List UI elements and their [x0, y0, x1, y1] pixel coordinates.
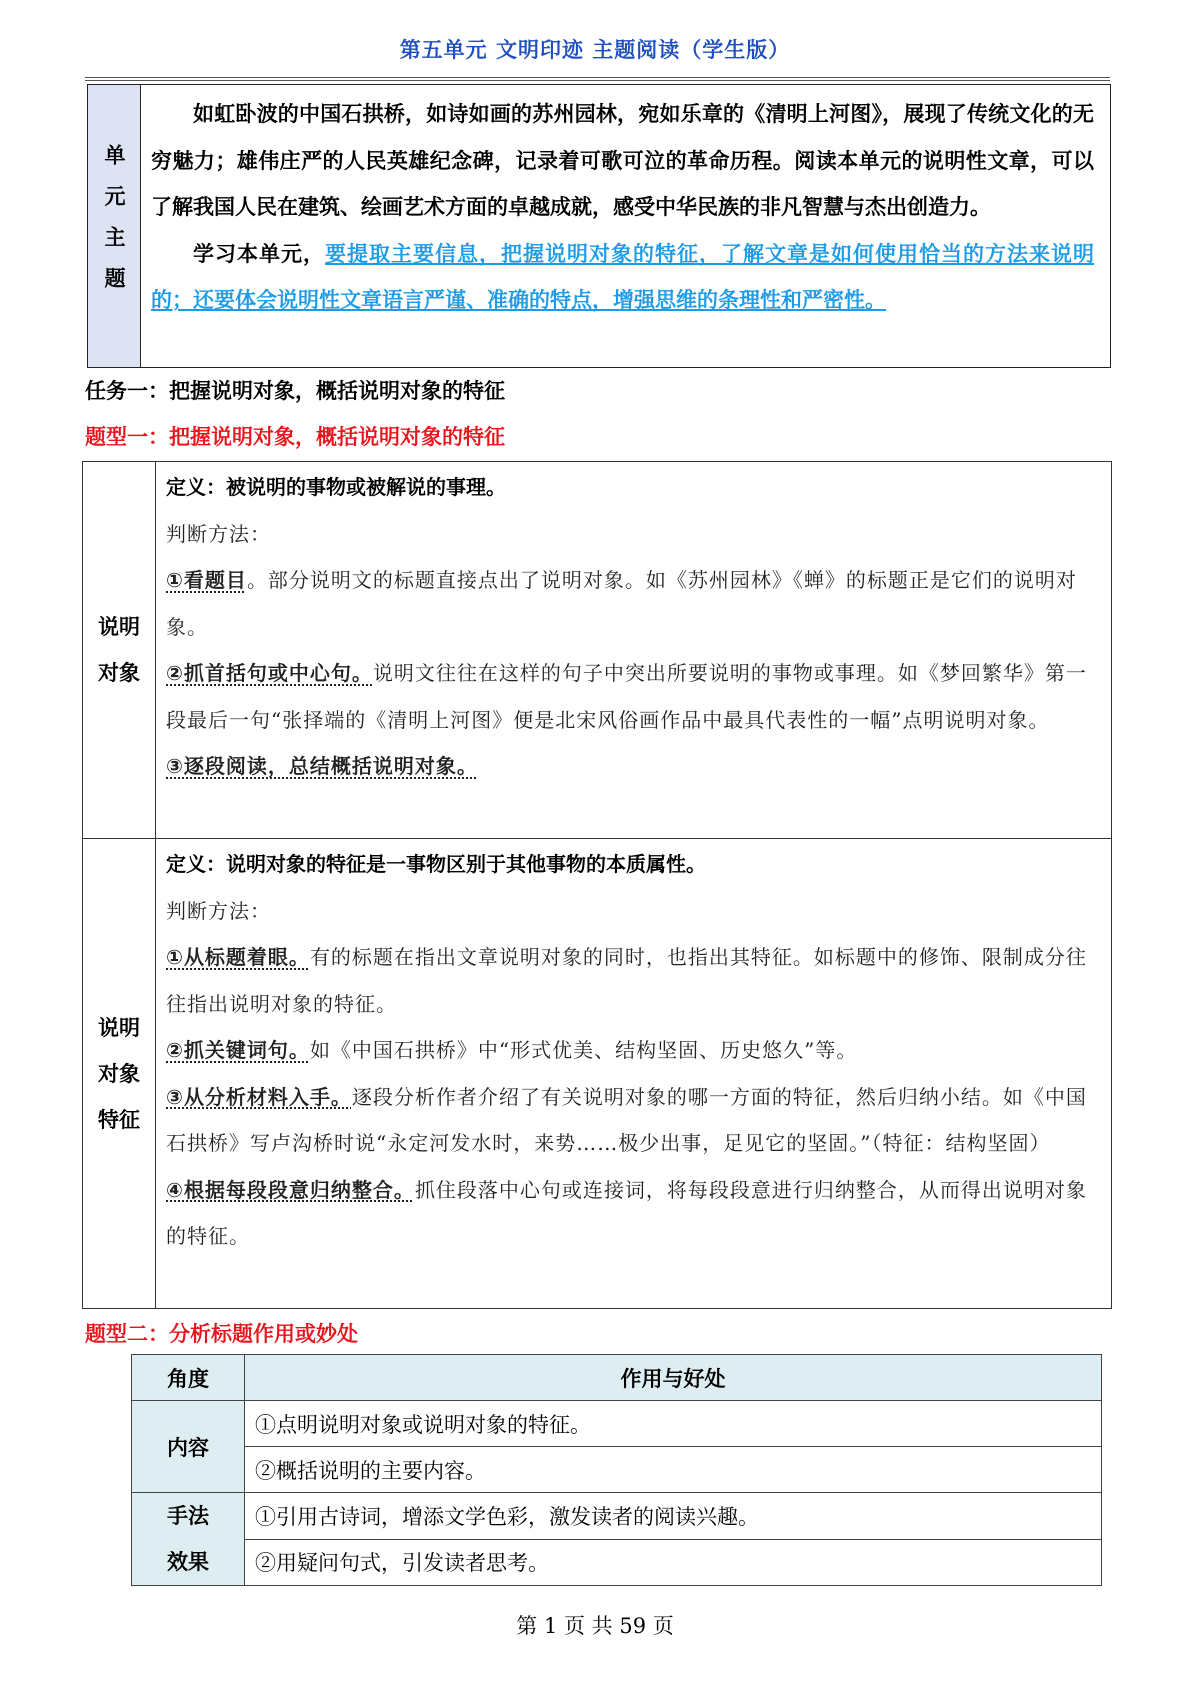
object-label — [83, 462, 156, 838]
explanation-table — [82, 461, 1112, 1309]
table-cell: ②概括说明的主要内容。 — [245, 1447, 1102, 1493]
column-header-effect: 作用与好处 — [245, 1355, 1102, 1401]
unit-theme-paragraph-2 — [151, 231, 1094, 324]
feature-definition: 定义：说明对象的特征是一事物区别于其他事物的本质属性。 — [166, 852, 706, 876]
task-heading: 任务一：把握说明对象，概括说明对象的特征 — [85, 379, 505, 403]
row-label-method-line-2: 效果 — [167, 1550, 209, 1574]
feature-label-line-3: 特征 — [98, 1107, 140, 1132]
row-label-method-line-1: 手法 — [167, 1504, 209, 1528]
unit-theme-label-cell — [88, 85, 141, 367]
feature-method-4 — [166, 1167, 1101, 1260]
unit-theme-highlight: 要提取主要信息，把握说明对象的特征，了解文章是如何使用恰当的方法来说明的；还要体会说明性文章语言严谨、准确的特点，增强思维的条理性和严密性。 — [151, 240, 1094, 312]
row-label-content: 内容 — [132, 1401, 245, 1493]
feature-method-3-keyword: ③从分析材料入手。 — [166, 1084, 352, 1109]
object-body — [156, 462, 1111, 838]
page-footer: 第 1 页 共 59 页 — [516, 1614, 674, 1638]
feature-method-2-text: 如《中国石拱桥》中“形式优美、结构坚固、历史悠久”等。 — [309, 1038, 858, 1062]
feature-method-2 — [166, 1027, 1101, 1074]
object-method-1-keyword: ①看题目 — [166, 568, 247, 592]
feature-method-2-keyword: ②抓关键词句。 — [166, 1038, 310, 1062]
object-method-title: 判断方法： — [166, 521, 271, 546]
feature-method-4-keyword: ④根据每段段意归纳整合。 — [166, 1177, 415, 1202]
table-cell: ②用疑问句式，引发读者思考。 — [245, 1539, 1102, 1586]
feature-method-title: 判断方法： — [166, 898, 271, 923]
feature-method-1 — [166, 934, 1101, 1027]
feature-label-line-1: 说明 — [98, 1015, 140, 1040]
unit-theme-lead: 学习本单元， — [193, 241, 325, 266]
feature-method-1-text: 有的标题在指出文章说明对象的同时，也指出其特征。如标题中的修饰、限制成分往往指出说明对象的特征。 — [166, 945, 1087, 1016]
row-label-method — [132, 1493, 245, 1586]
column-header-angle: 角度 — [132, 1355, 245, 1401]
object-method-1-text: 。部分说明文的标题直接点出了说明对象。如《苏州园林》《蝉》的标题正是它们的说明对象。 — [166, 568, 1077, 639]
header-rule-double — [85, 80, 1110, 81]
object-label-line-1: 说明 — [98, 615, 140, 639]
feature-method-4-text: 抓住段落中心句或连接词，将每段段意进行归纳整合，从而得出说明对象的特征。 — [166, 1177, 1087, 1248]
object-method-3 — [166, 743, 1101, 790]
title-function-table — [131, 1354, 1102, 1586]
object-method-2-text: 说明文往往在这样的句子中突出所要说明的事物或事理。如《梦回繁华》第一段最后一句“张择端的《清明上河图》便是北宋风俗画作品中最具代表性的一幅”点明说明对象。 — [166, 661, 1087, 732]
unit-theme-box — [87, 84, 1111, 368]
feature-method-3 — [166, 1074, 1101, 1167]
table-row — [132, 1539, 1102, 1586]
type-1-heading: 题型一：把握说明对象，概括说明对象的特征 — [85, 425, 505, 449]
feature-label-line-2: 对象 — [98, 1061, 140, 1086]
feature-label — [83, 839, 156, 1308]
feature-body — [156, 839, 1111, 1308]
table-cell: ①点明说明对象或说明对象的特征。 — [245, 1401, 1102, 1447]
object-method-2-keyword: ②抓首括句或中心句。 — [166, 661, 373, 685]
header-rule — [85, 77, 1110, 78]
table-row — [132, 1447, 1102, 1493]
type-2-heading: 题型二：分析标题作用或妙处 — [85, 1322, 358, 1346]
object-method-2 — [166, 650, 1101, 743]
object-row — [83, 462, 1111, 839]
object-method-1 — [166, 557, 1101, 650]
feature-row — [83, 839, 1111, 1308]
unit-theme-paragraph-1: 如虹卧波的中国石拱桥，如诗如画的苏州园林，宛如乐章的《清明上河图》，展现了传统文化的无穷魅力；雄伟庄严的人民英雄纪念碑，记录着可歌可泣的革命历程。阅读本单元的说明性文章，可以了解我国人民在建筑、绘画艺术方面的卓越成就，感受中华民族的非凡智慧与杰出创造力。 — [151, 102, 1094, 219]
unit-theme-label: 单元主题 — [102, 144, 126, 308]
object-method-3-keyword: ③逐段阅读，总结概括说明对象。 — [166, 754, 478, 778]
table-cell: ①引用古诗词，增添文学色彩，激发读者的阅读兴趣。 — [245, 1493, 1102, 1540]
object-definition: 定义：被说明的事物或被解说的事理。 — [166, 475, 506, 499]
unit-theme-text — [141, 85, 1110, 367]
page-title: 第五单元 文明印迹 主题阅读（学生版） — [399, 38, 791, 62]
table-row — [132, 1401, 1102, 1447]
table-header-row — [132, 1355, 1102, 1401]
object-label-line-2: 对象 — [98, 661, 140, 685]
feature-method-3-text: 逐段分析作者介绍了有关说明对象的哪一方面的特征，然后归纳小结。如《中国石拱桥》写卢沟桥时说“永定河发水时，来势……极少出事，足见它的坚固。”（特征：结构坚固） — [166, 1084, 1087, 1155]
feature-method-1-keyword: ①从标题着眼。 — [166, 945, 310, 969]
table-row — [132, 1493, 1102, 1540]
